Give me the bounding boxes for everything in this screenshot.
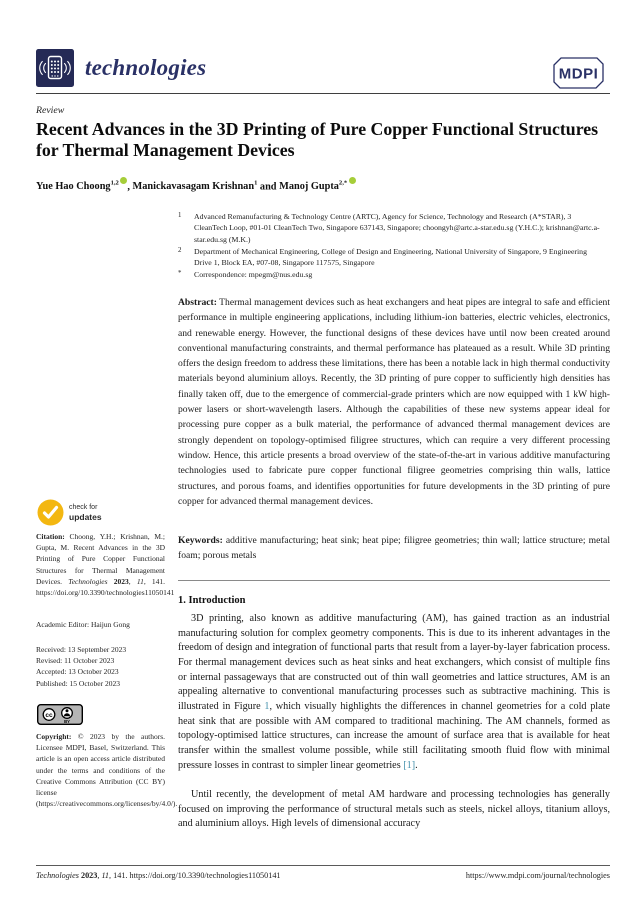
technologies-tablet-icon — [36, 49, 74, 87]
check-for-updates-badge[interactable] — [37, 499, 102, 526]
intro-paragraph-1: 3D printing, also known as additive manufacturing (AM), has gained traction as an industrial manufacturing solution for complex geometry components. This is due to its inherent advantages in the freedom of design and integration of functional parts that result from a layer-by-layer fabrication process. For thermal management devices such as heat sinks and heat exchangers, which consist of multiple fins or internal passageways that are constructed out of thin wall geometries and lattice structures, AM is an appealing alternative to conventional manufacturing processes such as subtractive machining. This is illustrated in Figure 1, which visually highlights the differences in channel geometries for a cold plate heat sink that are possible with AM compared to traditional machining. The AM channels, formed as topology-optimised lattice structures, can increase the amount of surface area that is available for heat transfer within the smallest volume possible, while still facilitating smooth fluid flow with minimal pressure losses in contrast to simpler linear geometries [1]. — [178, 613, 610, 771]
reference-1-link[interactable]: [1] — [403, 759, 416, 771]
keywords-divider — [178, 580, 610, 581]
revised-date: Revised: 11 October 2023 — [36, 656, 115, 666]
abstract — [178, 295, 610, 509]
correspondence-line: * Correspondence: mpegm@nus.edu.sg — [178, 270, 313, 280]
check-for-updates-label: check for updates — [69, 504, 102, 522]
received-date: Received: 13 September 2023 — [36, 645, 127, 654]
cc-icon: cc — [45, 712, 53, 719]
copyright-block: Copyright: © 2023 by the authors. Licensee MDPI, Basel, Switzerland. This article is an open access article distributed under the terms and conditions of the Creative Commons Attribution (CC BY) license (https://creativecommons.org/licenses/by/4.0/). — [36, 732, 178, 809]
footer-journal-url[interactable]: https://www.mdpi.com/journal/technologies — [465, 871, 610, 880]
person-icon — [62, 708, 73, 719]
citation-doi-link[interactable]: https://doi.org/10.3390/technologies11050141 — [36, 588, 175, 598]
history-dates — [36, 644, 165, 689]
abstract-label: Abstract: — [178, 297, 217, 308]
orcid-icon[interactable] — [347, 180, 356, 187]
footer-doi-link[interactable]: , 141. https://doi.org/10.3390/technologies11050141 — [109, 871, 281, 880]
cc-by-license-badge[interactable] — [37, 704, 83, 730]
intro-paragraph-2: Until recently, the development of metal AM hardware and processing technologies has generally focused on improving the performance of structural metals such as steels, nickel alloys, titanium alloys, and aluminium alloys. High levels of dimensional accuracy — [178, 789, 610, 830]
keywords — [178, 533, 610, 564]
article-type-label: Review — [36, 105, 65, 116]
affiliation-2: 2 Department of Mechanical Engineering, College of Design and Engineering, National University of Singapore, 9 Engineering Drive 1, Block EA, #07-08, Singapore 117575, Singapore — [178, 246, 587, 268]
footer-divider — [36, 865, 610, 866]
footer-citation: Technologies 2023, 11, 141. https://doi.org/10.3390/technologies11050141 — [36, 871, 281, 880]
keywords-label: Keywords: — [178, 535, 223, 546]
published-date: Published: 15 October 2023 — [36, 678, 120, 688]
affiliations-block — [178, 211, 602, 282]
mdpi-logo — [544, 52, 610, 99]
affiliation-1: 1 Advanced Remanufacturing & Technology Centre (ARTC), Agency for Science, Technology and Research (A*STAR), 3 CleanTech Loop, #01-01 CleanTech Two, Singapore 637143, Singapore; choongyh@artc.a-star.edu.sg (Y.H.C.); krishnan@artc.a-star.edu.sg (M.K.) — [178, 212, 600, 244]
figure-1-link[interactable]: 1 — [264, 700, 270, 712]
authors-line: Yue Hao Choong$^{1,2}$ , Manickavasagam Krishnan$^1$ and Manoj Gupta$^{2,*}$ — [36, 177, 596, 192]
check-icon — [37, 499, 64, 526]
abstract-text: Thermal management devices such as heat exchangers and heat pipes are integral to safe and efficient performance in multiple engineering applications, including lithium-ion batteries, electric vehicles, electronics, and renewable energy. However, the functional designs of these devices have until now been created around conventional manufacturing constraints, and thermal performance has plateaued as a result. While 3D printing offers the design freedom to address these limitations, there has been a notable lack in high thermal conductivity materials beyond aluminium alloys. Recently, the 3D printing of pure copper to sufficiently high densities has finally taken off, due to the emergence of commercial-grade printers which are now equipped with 1 kW high-power lasers or short-wavelength lasers. Although the capabilities of these new systems appear ideal for processing pure copper as a bulk material, the performance of advanced thermal management devices are strongly dependent on topology-optimised filigree structures, which can require a very different processing window. Hence, this article presents a broad overview of the state-of-the-art in various additive manufacturing technologies used to fabricate pure copper functional filigree geometries comprising thin walls, lattice structures, and porous foams, and identifies opportunities for future developments in the 3D printing of pure copper for advanced thermal management devices. — [178, 297, 610, 507]
citation-block: Citation: Choong, Y.H.; Krishnan, M.; Gupta, M. Recent Advances in the 3D Printing of Pure Copper Functional Structures for Thermal Management Devices. Technologies 2023, 11, 141. https://doi.org/10.3390/technologies11050141 — [36, 532, 175, 598]
by-label: BY — [64, 719, 70, 724]
author-1: Yue Hao Choong$^{1,2}$ — [36, 181, 127, 192]
keywords-text: additive manufacturing; heat sink; heat pipe; filigree geometries; thin wall; lattice structure; metal foam; porous metals — [178, 535, 610, 562]
accepted-date: Accepted: 13 October 2023 — [36, 667, 119, 677]
journal-name: technologies — [85, 55, 207, 80]
footer — [36, 871, 610, 880]
section-heading-introduction: 1. Introduction — [178, 595, 246, 606]
mdpi-wordmark: MDPI — [558, 65, 599, 83]
journal-logo — [36, 49, 206, 87]
academic-editor-line: Academic Editor: Haijun Gong — [36, 620, 130, 629]
header-divider — [36, 93, 610, 94]
author-3: Manoj Gupta$^{2,*}$ — [279, 181, 356, 192]
page-title: Recent Advances in the 3D Printing of Pure Copper Functional Structures for Thermal Management Devices — [36, 119, 599, 160]
author-2: Manickavasagam Krishnan$^1$ — [132, 180, 258, 193]
